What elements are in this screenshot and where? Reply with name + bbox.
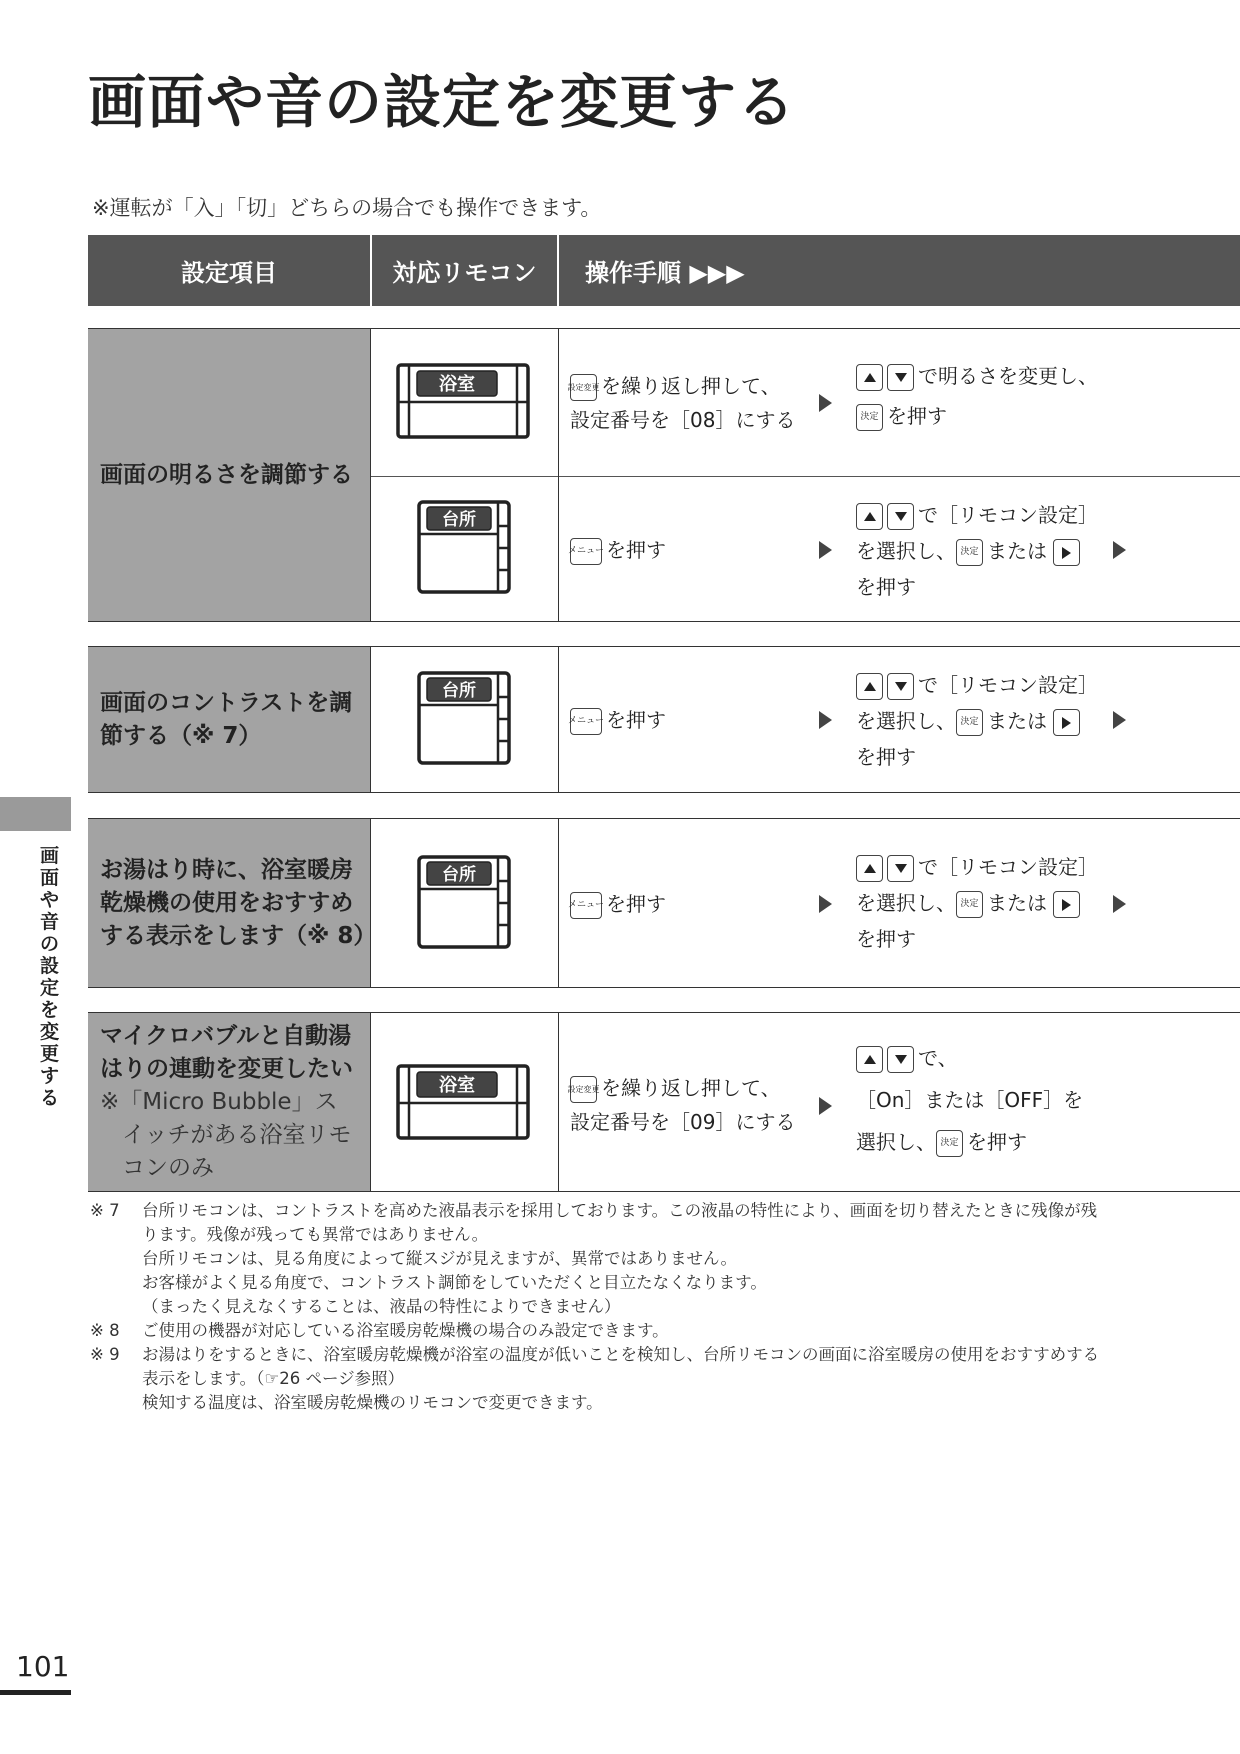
- section-recommend: [88, 818, 1240, 988]
- kettei-button-icon: 決定: [956, 891, 983, 918]
- step-arrow-icon: [819, 895, 832, 913]
- item-microbubble: [88, 1013, 371, 1191]
- step-arrow-icon: [1113, 895, 1126, 913]
- header-steps-label: 操作手順 ▶▶▶: [585, 259, 745, 287]
- remote-cell-kitchen: [371, 819, 559, 987]
- up-button-icon: [856, 1046, 883, 1073]
- step-text: を押す: [856, 745, 916, 769]
- step-arrow-icon: [819, 541, 832, 559]
- step-text: または: [987, 709, 1047, 733]
- step-text: で［リモコン設定］: [918, 673, 1098, 697]
- step-arrow-icon: [1113, 711, 1126, 729]
- footnote-text: （まったく見えなくすることは、液晶の特性によりできません）: [142, 1297, 621, 1316]
- down-button-icon: [887, 1046, 914, 1073]
- bath-remote-label: 浴室: [439, 1075, 475, 1096]
- step-text: を繰り返し押して、: [601, 1076, 781, 1100]
- step-text: または: [987, 539, 1047, 563]
- footnote-7: [90, 1199, 1099, 1415]
- step-text: を選択し、: [856, 709, 956, 733]
- step-text: を押す: [856, 575, 916, 599]
- step-text: を押す: [606, 708, 666, 732]
- up-button-icon: [856, 503, 883, 530]
- brightness-bath-step1: [567, 369, 796, 437]
- item-contrast: [88, 647, 371, 792]
- remote-cell-bath: [371, 329, 559, 476]
- kettei-button-icon: 決定: [956, 539, 983, 566]
- step-text: を選択し、: [856, 539, 956, 563]
- kitchen-remote-label: 台所: [442, 681, 476, 701]
- section-brightness: [88, 328, 1240, 622]
- page-title: 画面や音の設定を変更する: [88, 68, 797, 136]
- contrast-step1: [570, 703, 666, 737]
- up-button-icon: [856, 855, 883, 882]
- remote-cell-kitchen: [371, 647, 559, 792]
- recommend-step2: [856, 849, 1098, 957]
- kettei-button-icon: 決定: [956, 709, 983, 736]
- section-microbubble: [88, 1012, 1240, 1192]
- header-steps: [559, 235, 1240, 306]
- page-number: 101: [16, 1650, 70, 1683]
- footnote-text: お客様がよく見る角度で、コントラスト調節をしていただくと目立たなくなります。: [142, 1273, 767, 1292]
- down-button-icon: [887, 364, 914, 391]
- item-recommend-line: お湯はり時に、浴室暖房: [100, 856, 353, 883]
- item-contrast-line: 節する（※ 7）: [100, 722, 262, 749]
- menu-button-icon: メニュー: [570, 538, 602, 565]
- step-text: を押す: [856, 927, 916, 951]
- item-microbubble-line: イッチがある浴室リモ: [122, 1121, 352, 1148]
- footnote-mark: ※ 7: [90, 1201, 120, 1220]
- step-text: または: [987, 891, 1047, 915]
- up-button-icon: [856, 673, 883, 700]
- item-contrast-line: 画面のコントラストを調: [100, 689, 353, 716]
- step-text: 選択し、: [856, 1130, 936, 1154]
- item-microbubble-line: はりの連動を変更したい: [100, 1055, 353, 1082]
- header-item: [88, 235, 370, 306]
- section-contrast: [88, 646, 1240, 793]
- step-text: を繰り返し押して、: [601, 374, 781, 398]
- down-button-icon: [887, 503, 914, 530]
- kitchen-remote-label: 台所: [442, 865, 476, 885]
- side-chapter-label: 画面や音の設定を変更する: [40, 845, 60, 1109]
- page-number-underline: [0, 1690, 71, 1695]
- menu-button-icon: メニュー: [570, 892, 602, 919]
- up-button-icon: [856, 364, 883, 391]
- right-button-icon: [1053, 891, 1080, 918]
- footnote-text: ご使用の機器が対応している浴室暖房乾燥機の場合のみ設定できます。: [142, 1321, 669, 1340]
- settei-henko-button-icon: 設定変更: [570, 374, 597, 401]
- item-brightness-label: 画面の明るさを調節する: [100, 461, 353, 488]
- bath-remote-label: 浴室: [439, 374, 475, 395]
- right-button-icon: [1053, 539, 1080, 566]
- item-recommend-line: 乾燥機の使用をおすすめ: [100, 889, 354, 916]
- footnote-mark: ※ 9: [90, 1345, 120, 1364]
- kettei-button-icon: 決定: [936, 1130, 963, 1157]
- kitchen-remote-label: 台所: [442, 510, 476, 530]
- step-arrow-icon: [819, 394, 832, 412]
- item-microbubble-line: マイクロバブルと自動湯: [100, 1022, 352, 1049]
- brightness-kitchen-step1: [570, 533, 666, 567]
- settei-henko-button-icon: 設定変更: [570, 1076, 597, 1103]
- remote-cell-bath: [371, 1013, 559, 1191]
- header-remote-label: 対応リモコン: [392, 259, 537, 287]
- kettei-button-icon: 決定: [856, 404, 883, 431]
- footnote-mark: ※ 8: [90, 1321, 120, 1340]
- step-text: で［リモコン設定］: [918, 855, 1098, 879]
- brightness-bath-step2: [856, 359, 1098, 433]
- item-recommend: [88, 819, 377, 987]
- step-text: を押す: [967, 1130, 1027, 1154]
- item-microbubble-line: コンのみ: [122, 1154, 214, 1181]
- item-brightness: [88, 329, 371, 621]
- bath-remote-icon: [371, 329, 559, 476]
- down-button-icon: [887, 673, 914, 700]
- menu-button-icon: メニュー: [570, 708, 602, 735]
- microbubble-step2: [856, 1037, 1083, 1163]
- step-text: で、: [918, 1046, 958, 1070]
- brightness-kitchen-step2: [856, 497, 1098, 605]
- step-text: を押す: [887, 404, 947, 428]
- step-text: 設定番号を［08］にする: [570, 408, 796, 432]
- footnote-text: お湯はりをするときに、浴室暖房乾燥機が浴室の温度が低いことを検知し、台所リモコンの画面に浴室暖房の使用をおすすめする: [142, 1345, 1100, 1364]
- contrast-step2: [856, 667, 1098, 775]
- step-text: を押す: [606, 892, 666, 916]
- right-button-icon: [1053, 709, 1080, 736]
- step-text: 設定番号を［09］にする: [570, 1110, 796, 1134]
- footnote-text: 検知する温度は、浴室暖房乾燥機のリモコンで変更できます。: [142, 1393, 603, 1412]
- microbubble-step1: [567, 1071, 796, 1139]
- step-text: で明るさを変更し、: [918, 364, 1098, 388]
- remote-cell-kitchen: [371, 476, 559, 621]
- kitchen-remote-icon: [371, 647, 559, 792]
- header-item-label: 設定項目: [181, 259, 277, 287]
- header-remote: [372, 235, 557, 306]
- footnote-text: 台所リモコンは、コントラストを高めた液晶表示を採用しております。この液晶の特性により、画面を切り替えたときに残像が残: [142, 1201, 1098, 1220]
- operation-note: ※運転が「入」「切」どちらの場合でも操作できます。: [92, 196, 602, 220]
- step-arrow-icon: [819, 711, 832, 729]
- step-arrow-icon: [1113, 541, 1126, 559]
- step-text: ［On］または［OFF］を: [856, 1088, 1084, 1112]
- side-tab-marker: [0, 797, 71, 831]
- kitchen-remote-icon: [371, 819, 559, 987]
- footnote-text: ります。残像が残っても異常ではありません。: [142, 1225, 489, 1244]
- item-recommend-line: する表示をします（※ 8）: [100, 922, 377, 949]
- bath-remote-icon: [371, 1013, 559, 1191]
- step-text: を選択し、: [856, 891, 956, 915]
- recommend-step1: [570, 887, 666, 921]
- step-arrow-icon: [819, 1097, 832, 1115]
- footnote-text: 台所リモコンは、見る角度によって縦スジが見えますが、異常ではありません。: [142, 1249, 737, 1268]
- footnote-text: 表示をします。（☞26 ページ参照）: [142, 1369, 405, 1388]
- step-text: で［リモコン設定］: [918, 503, 1098, 527]
- item-microbubble-line: ※「Micro Bubble」ス: [100, 1088, 338, 1115]
- kitchen-remote-icon: [371, 476, 559, 621]
- step-text: を押す: [606, 538, 666, 562]
- down-button-icon: [887, 855, 914, 882]
